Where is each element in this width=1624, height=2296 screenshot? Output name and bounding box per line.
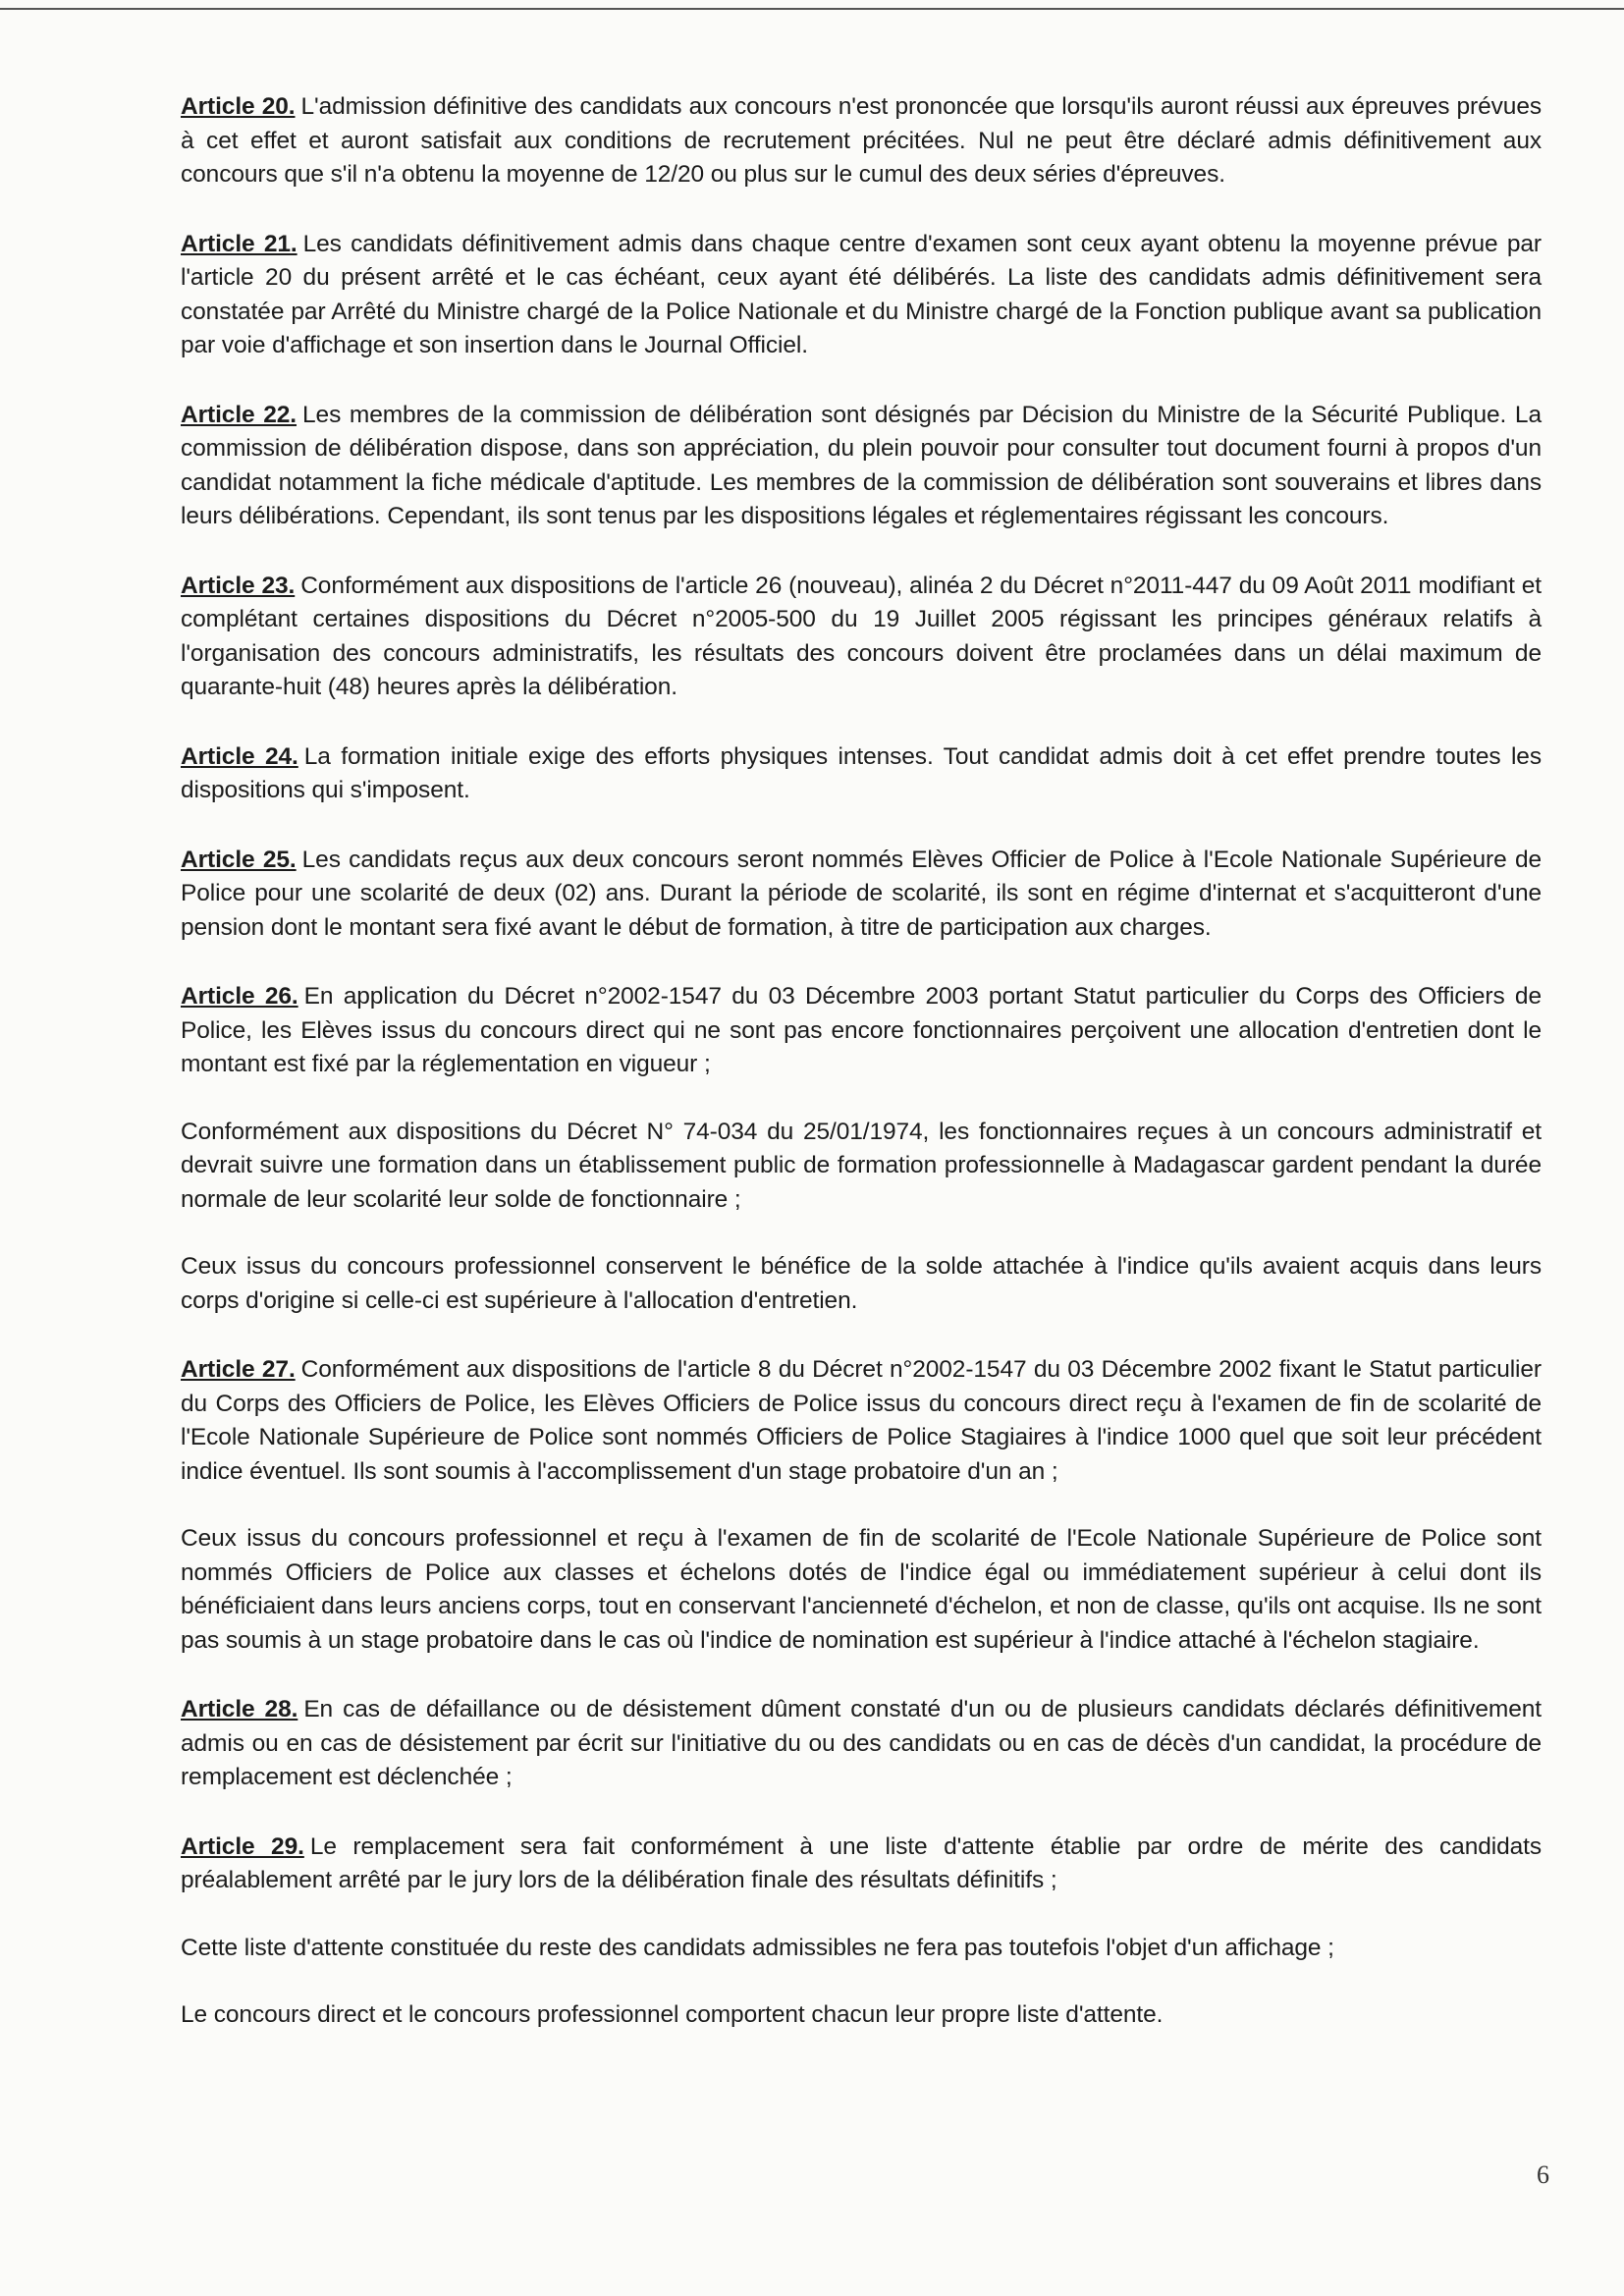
article-text: La formation initiale exige des efforts physiques intenses. Tout candidat admis doit à cet effet prendre toutes les dispositions qui s'imposent. <box>181 742 1542 803</box>
page-number: 6 <box>1537 2160 1549 2189</box>
article-label: Article 20. <box>181 93 296 120</box>
article-label: Article 24. <box>181 742 298 770</box>
article-26 <box>181 980 1542 1082</box>
article-27 <box>181 1353 1542 1489</box>
article-text: En cas de défaillance ou de désistement dûment constaté d'un ou de plusieurs candidats déclarés définitivement admis ou en cas de désistement par écrit sur l'initiative du ou des candidats ou en cas de décès d'un candidat, la procédure de remplacement est déclenchée ; <box>181 1696 1542 1790</box>
article-label: Article 29. <box>181 1832 304 1860</box>
article-25 <box>181 844 1542 946</box>
article-label: Article 27. <box>181 1356 296 1383</box>
article-label: Article 22. <box>181 401 298 428</box>
article-22 <box>181 399 1542 534</box>
scan-top-border <box>0 8 1624 10</box>
article-label: Article 23. <box>181 572 296 599</box>
article-29 <box>181 1831 1542 1898</box>
article-26-paragraph-2: Conformément aux dispositions du Décret N° 74-034 du 25/01/1974, les fonctionnaires reçues à un concours administratif et devrait suivre une formation dans un établissement public de formation professionnelle à Madagascar gardent pendant la durée normale de leur scolarité leur solde de fonctionnaire ; <box>181 1118 1542 1213</box>
article-text: Conformément aux dispositions de l'article 8 du Décret n°2002-1547 du 03 Décembre 2002 fixant le Statut particulier du Corps des Officiers de Police, les Elèves Officiers de Police issus du concours direct reçu à l'examen de fin de scolarité de l'Ecole Nationale Supérieure de Police sont nommés Officiers de Police Stagiaires à l'indice 1000 quel que soit leur précédent indice éventuel. Ils sont soumis à l'accomplissement d'un stage probatoire d'un an ; <box>181 1356 1542 1485</box>
article-20 <box>181 90 1542 192</box>
article-text: En application du Décret n°2002-1547 du 03 Décembre 2003 portant Statut particulier du Corps des Officiers de Police, les Elèves issus du concours direct qui ne sont pas encore fonctionnaires perçoivent une allocation d'entretien dont le montant est fixé par la réglementation en vigueur ; <box>181 983 1542 1077</box>
article-26-paragraph-3: Ceux issus du concours professionnel conservent le bénéfice de la solde attachée à l'indice qu'ils avaient acquis dans leurs corps d'origine si celle-ci est supérieure à l'allocation d'entretien. <box>181 1253 1542 1314</box>
article-21 <box>181 228 1542 363</box>
article-text: Conformément aux dispositions de l'article 26 (nouveau), alinéa 2 du Décret n°2011-447 du 09 Août 2011 modifiant et complétant certaines dispositions du Décret n°2005-500 du 19 Juillet 2005 régissant les principes généraux relatifs à l'organisation des concours administratifs, les résultats des concours doivent être proclamées dans un délai maximum de quarante-huit (48) heures après la délibération. <box>181 572 1542 700</box>
article-27-paragraph-2: Ceux issus du concours professionnel et reçu à l'examen de fin de scolarité de l'Ecole Nationale Supérieure de Police sont nommés Officiers de Police aux classes et échelons dotés de l'indice égal ou immédiatement supérieur à celui dont ils bénéficiaient dans leurs anciens corps, tout en conservant l'ancienneté d'échelon, et non de classe, qu'ils ont acquise. Ils ne sont pas soumis à un stage probatoire dans le cas où l'indice de nomination est supérieur à l'indice attaché à l'échelon stagiaire. <box>181 1525 1542 1654</box>
article-text: Les candidats définitivement admis dans chaque centre d'examen sont ceux ayant obtenu la moyenne prévue par l'article 20 du présent arrêté et le cas échéant, ceux ayant été délibérés. La liste des candidats admis définitivement sera constatée par Arrêté du Ministre chargé de la Police Nationale et du Ministre chargé de la Fonction publique avant sa publication par voie d'affichage et son insertion dans le Journal Officiel. <box>181 230 1542 358</box>
article-24 <box>181 740 1542 808</box>
article-label: Article 25. <box>181 846 297 873</box>
article-text: L'admission définitive des candidats aux concours n'est prononcée que lorsqu'ils auront réussi aux épreuves prévues à cet effet et auront satisfait aux conditions de recrutement précitées. Nul ne peut être déclaré admis définitivement aux concours que s'il n'a obtenu la moyenne de 12/20 ou plus sur le cumul des deux séries d'épreuves. <box>181 93 1542 188</box>
article-text: Le remplacement sera fait conformément à une liste d'attente établie par ordre de mérite des candidats préalablement arrêté par le jury lors de la délibération finale des résultats définitifs ; <box>181 1832 1542 1893</box>
article-label: Article 21. <box>181 230 298 257</box>
document-body <box>181 90 1542 2068</box>
article-text: Les membres de la commission de délibération sont désignés par Décision du Ministre de la Sécurité Publique. La commission de délibération dispose, dans son appréciation, du plein pouvoir pour consulter tout document fourni à propos d'un candidat notamment la fiche médicale d'aptitude. Les membres de la commission de délibération sont souverains et libres dans leurs délibérations. Cependant, ils sont tenus par les dispositions légales et réglementaires régissant les concours. <box>181 401 1542 529</box>
article-label: Article 26. <box>181 983 298 1010</box>
article-28 <box>181 1693 1542 1795</box>
article-29-paragraph-3: Le concours direct et le concours professionnel comportent chacun leur propre liste d'attente. <box>181 2001 1164 2028</box>
article-text: Les candidats reçus aux deux concours seront nommés Elèves Officier de Police à l'Ecole Nationale Supérieure de Police pour une scolarité de deux (02) ans. Durant la période de scolarité, ils sont en régime d'internat et s'acquitteront d'une pension dont le montant sera fixé avant le début de formation, à titre de participation aux charges. <box>181 846 1542 941</box>
article-29-paragraph-2: Cette liste d'attente constituée du reste des candidats admissibles ne fera pas toutefois l'objet d'un affichage ; <box>181 1934 1334 1961</box>
article-23 <box>181 570 1542 705</box>
article-label: Article 28. <box>181 1696 298 1722</box>
